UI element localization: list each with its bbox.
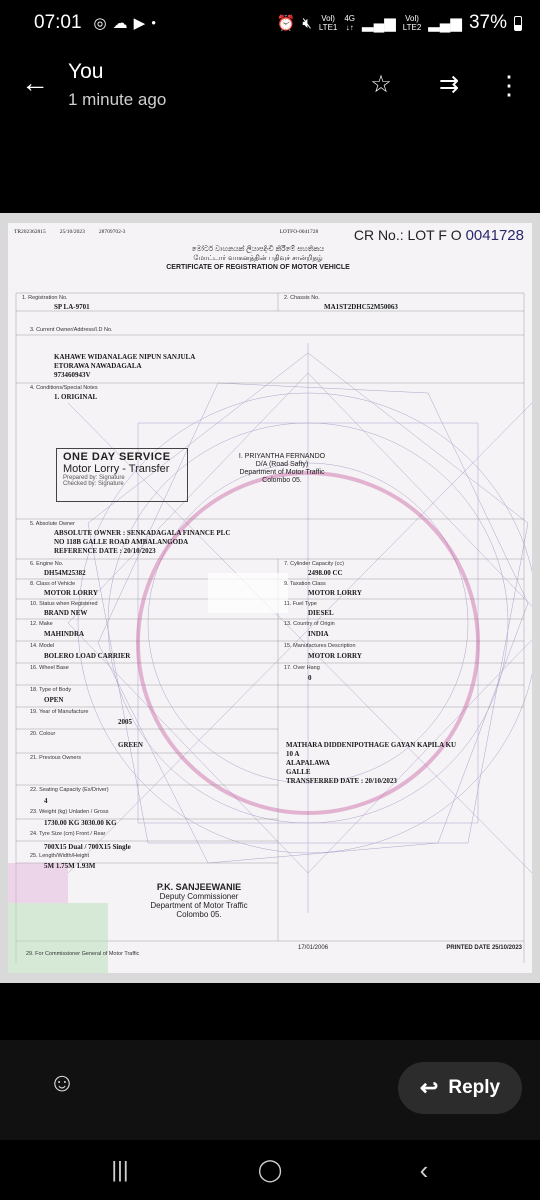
back-chevron-icon[interactable]: ‹ [419, 1155, 429, 1185]
reply-label: Reply [448, 1077, 501, 1098]
field-value: 5M 1.75M 1.93M [44, 862, 96, 870]
arrow-left-icon[interactable]: ← [21, 67, 49, 98]
reply-button[interactable] [398, 1062, 522, 1114]
field-value: MAHINDRA [44, 630, 85, 638]
field-label: 16. Wheel Base [30, 665, 69, 671]
field-value: BRAND NEW [44, 609, 88, 617]
field-value: MOTOR LORRY [44, 589, 98, 597]
field-label: 9. Taxation Class [284, 581, 326, 587]
field-value: 2498.00 CC [308, 569, 343, 577]
more-vertical-icon[interactable]: ⋮ [496, 70, 522, 100]
field-value: ABSOLUTE OWNER : SENKADAGALA FINANCE PLC [54, 529, 231, 537]
field-label: 7. Cylinder Capacity (cc) [284, 561, 344, 567]
field-label: 6. Engine No. [30, 561, 64, 567]
message-timestamp: 1 minute ago [68, 90, 167, 109]
field-value: 700X15 Dual / 700X15 Single [44, 843, 131, 851]
guilloche-pattern [8, 223, 532, 973]
previous-owner-line: TRANSFERRED DATE : 20/10/2023 [286, 777, 397, 785]
emoji-add-icon[interactable]: ☺ [48, 1067, 76, 1097]
system-nav-bar [0, 1140, 540, 1200]
registration-date: 17/01/2006 [298, 945, 329, 951]
field-value: MOTOR LORRY [308, 589, 362, 597]
service-stamp [56, 448, 188, 502]
commissioner-signature-block [124, 883, 274, 919]
field-label: 11. Fuel Type [284, 601, 317, 607]
field-label: 1. Registration No. [22, 295, 68, 301]
stamp-line: Motor Lorry - Transfer [63, 463, 170, 475]
field-label: 10. Status when Registered [30, 601, 98, 607]
title-tamil: மோட்டார் வாகனத்தின் பதிவுச் சான்றிதழ் [193, 255, 323, 262]
mute-icon: 🔇︎ [302, 14, 312, 32]
field-value: DH54M25382 [44, 569, 86, 577]
sender-name: You [68, 60, 104, 83]
field-label: 24. Tyre Size (cm) Front / Rear [30, 831, 106, 837]
field-value: 0 [308, 674, 312, 682]
footer-note: 29. For Commissioner General of Motor Traffic [26, 951, 140, 957]
signer-city: Colombo 05. [262, 477, 302, 484]
status-right [277, 12, 522, 34]
doc-code: 28709702-3 [98, 229, 126, 235]
previous-owner-line: 10 A [286, 750, 300, 758]
field-label: 14. Model [30, 643, 55, 649]
field-value: 973460943V [54, 371, 91, 379]
status-time: 07:01 [34, 12, 82, 33]
recent-apps-icon[interactable]: ||| [111, 1157, 129, 1182]
stamp-line: Prepared by: Signature [63, 475, 125, 481]
field-value: BOLERO LOAD CARRIER [44, 652, 131, 660]
signer-title: Deputy Commissioner [159, 892, 239, 901]
previous-owner-line: ALAPALAWA [286, 759, 330, 767]
field-label: 17. Over Hang [284, 665, 320, 671]
field-value: MA1ST2DHC52M50063 [324, 303, 398, 311]
field-value: GREEN [118, 741, 143, 749]
field-label: 18. Type of Body [30, 687, 72, 693]
youtube-icon: ▶ [133, 14, 146, 32]
official-signature-block [222, 453, 342, 485]
doc-titles [148, 245, 368, 272]
signer-dept: Department of Motor Traffic [239, 469, 325, 476]
field-label: 12. Make [30, 621, 53, 627]
cloud-icon: ☁ [112, 14, 128, 32]
status-bar [0, 0, 540, 46]
stamp-line: Checked by: Signature [63, 481, 124, 487]
field-value: INDIA [308, 630, 329, 638]
field-value: 4 [44, 797, 48, 805]
signer-title: D/A (Road Safty) [255, 461, 309, 468]
battery-percent: 37% [468, 12, 507, 33]
registration-certificate [8, 223, 532, 973]
app-header [0, 50, 540, 122]
net1-label: Vol) LTE1 [318, 14, 338, 32]
title-english: CERTIFICATE OF REGISTRATION OF MOTOR VEHICLE [166, 264, 350, 271]
field-value: OPEN [44, 696, 64, 704]
field-value: NO 118B GALLE ROAD AMBALANGODA [54, 538, 189, 546]
reply-arrow-icon: ↩ [419, 1075, 439, 1100]
printed-date: PRINTED DATE 25/10/2023 [446, 945, 522, 951]
cr-number-block [354, 227, 524, 244]
previous-owner-line: GALLE [286, 768, 311, 776]
forward-icon[interactable]: ⇉ [438, 71, 460, 98]
field-value: ETORAWA NAWADAGALA [54, 362, 142, 370]
field-label: 2. Chassis No. [284, 295, 320, 301]
signal2-icon: ▂▄▆ [428, 14, 462, 32]
field-value: MOTOR LORRY [308, 652, 362, 660]
cr-number: 0041728 [465, 227, 524, 244]
stamp-line: ONE DAY SERVICE [63, 451, 171, 463]
battery-icon [514, 16, 522, 31]
signal-icon: ▂▄▆ [362, 14, 396, 32]
title-sinhala: මෝටර් වාහනයක් ලියාපදිංචි කිරීමේ සහතිකය [191, 246, 325, 253]
doc-code: 25/10/2023 [59, 229, 85, 235]
doc-code: LOTFO-0041728 [279, 229, 319, 235]
cr-label: CR No.: LOT F O [353, 227, 462, 243]
field-label: 15. Manufactures Description [284, 643, 356, 649]
signer-name: I. PRIYANTHA FERNANDO [238, 453, 326, 460]
doc-code: TR202362815 [14, 229, 46, 235]
field-value: KAHAWE WIDANALAGE NIPUN SANJULA [54, 353, 196, 361]
net-type: 4G ↓↑ [344, 14, 356, 32]
field-value: DIESEL [308, 609, 334, 617]
net2-label: Vol) LTE2 [402, 14, 422, 32]
previous-owner-line: MATHARA DIDDENIPOTHAGE GAYAN KAPILA KU [286, 741, 457, 749]
status-left-icons [94, 16, 156, 31]
home-icon[interactable]: ◯ [257, 1157, 283, 1182]
field-value: REFERENCE DATE : 20/10/2023 [54, 547, 156, 555]
field-value: SP LA-9701 [54, 303, 90, 311]
field-value: 1. ORIGINAL [54, 393, 98, 401]
signer-city: Colombo 05. [176, 910, 222, 919]
instagram-icon: ◎ [93, 14, 107, 32]
field-label: 8. Class of Vehicle [30, 581, 76, 587]
field-label: 5. Absolute Owner [30, 521, 75, 527]
image-viewer[interactable] [0, 213, 540, 983]
field-label: 4. Conditions/Special Notes [30, 385, 98, 391]
dot-icon: ● [151, 18, 157, 27]
field-label: 25. Length/Width/Height [30, 853, 90, 859]
star-icon[interactable]: ☆ [370, 71, 392, 98]
field-label: 13. Country of Origin [284, 621, 335, 627]
field-label: 19. Year of Manufacture [30, 709, 89, 715]
field-label: 21. Previous Owners [30, 755, 82, 761]
alarm-icon: ⏰ [276, 14, 296, 32]
field-label: 22. Seating Capacity (Ex/Driver) [30, 787, 109, 793]
field-value: 1730.00 KG 3030.00 KG [44, 819, 117, 827]
field-value: 2005 [118, 718, 132, 726]
field-label: 3. Current Owner/Address/I.D No. [30, 327, 113, 333]
field-label: 23. Weight (kg) Unladen / Gross [30, 809, 109, 815]
signer-dept: Department of Motor Traffic [150, 901, 248, 910]
signer-name: P.K. SANJEEWANIE [156, 882, 242, 892]
field-label: 20. Colour [30, 731, 56, 737]
